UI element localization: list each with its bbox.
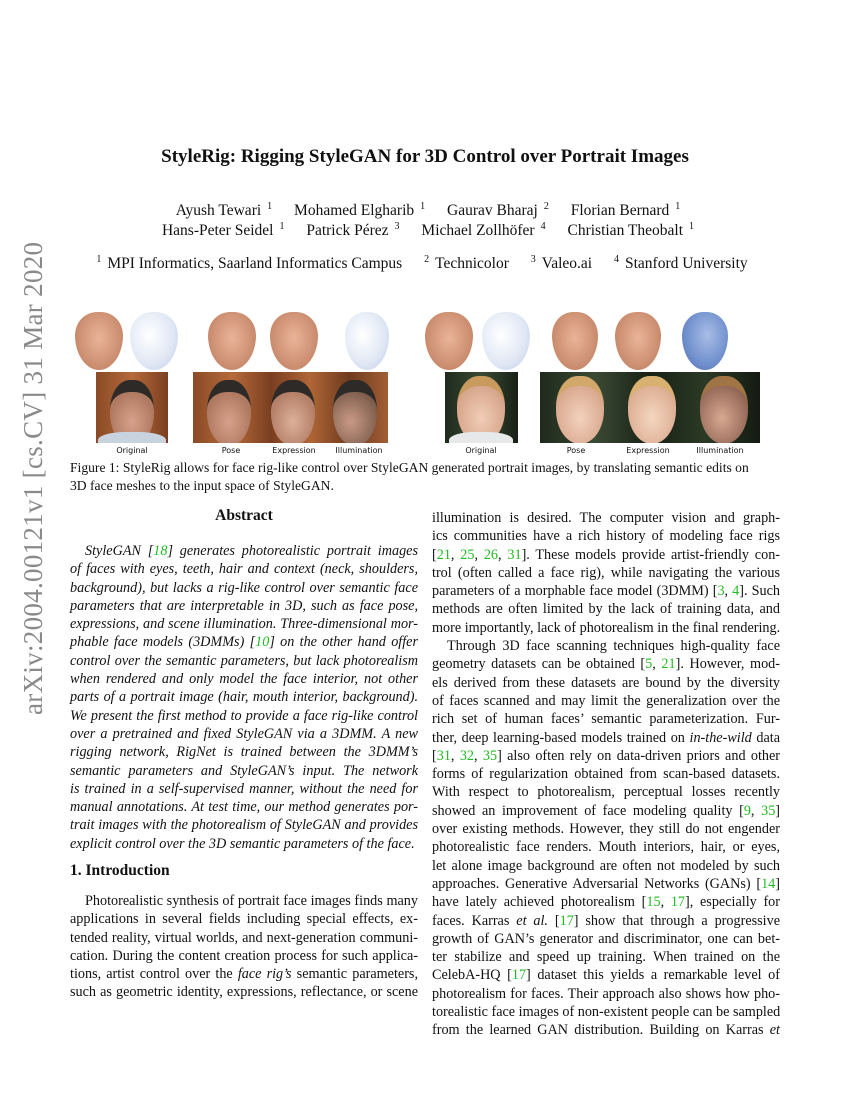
text-line: els derived from these datasets are bound by the diversity [432, 674, 780, 691]
text-line: have lately achieved photorealism [15, 17], especially for [432, 894, 780, 911]
text-line: torealistic face images of non-existent people can be sampled [432, 1004, 781, 1021]
affiliation: $^3$ Valeo.ai [530, 254, 593, 273]
face-render-image [552, 312, 598, 370]
text-line: faces. Karras et al. [17] show that through a progressive [432, 912, 780, 929]
text-line: Through 3D face scanning techniques high-quality face [447, 638, 780, 655]
face-mesh-image [482, 312, 530, 370]
text-line: over a pretrained and fixed StyleGAN via a 3DMM. A new [70, 725, 418, 742]
paragraph [432, 509, 780, 637]
affiliation: $^2$ Technicolor [424, 254, 509, 273]
figure-label: Illumination [696, 446, 744, 455]
author: Mohamed Elgharib $^1$ [294, 201, 426, 220]
author: Patrick Pérez $^3$ [306, 221, 400, 240]
author: Ayush Tewari $^1$ [175, 201, 273, 220]
face-mesh-image [345, 312, 389, 370]
abstract-heading: Abstract [215, 507, 273, 524]
author: Gaurav Bharaj $^2$ [447, 201, 549, 220]
text-line: of faces scanned and may limit the generalization over the [432, 692, 780, 709]
figure-label: Illumination [335, 446, 383, 455]
figure-label: Expression [626, 446, 670, 455]
text-line: parameters of a morphable face model (3DMM) [3, 4]. Such [432, 583, 780, 600]
text-line: geometry datasets can be obtained [5, 21]. However, mod- [432, 656, 780, 673]
affiliation: $^4$ Stanford University [613, 254, 748, 273]
text-line: semantic parameters and StyleGAN’s input. The network [70, 762, 418, 779]
figure-label: Original [116, 446, 148, 455]
portrait-photo [96, 372, 168, 443]
introduction-body [70, 892, 418, 1002]
text-line: ics communities have a rich history of modeling face rigs [432, 528, 780, 545]
text-line: cation. During the content creation process for such applica- [70, 947, 418, 964]
text-line: approaches. Generative Adversarial Networks (GANs) [14] [432, 875, 780, 892]
text-line: StyleGAN [18] generates photorealistic portrait images [85, 543, 419, 559]
text-line: ther, deep learning-based models trained on in-the-wild data [432, 729, 780, 746]
text-line: ter stabilize and speed up training. When trained on the [432, 949, 780, 966]
portrait-photo [445, 372, 518, 443]
face-render-image [75, 312, 123, 370]
right-column [432, 509, 780, 1040]
abstract-section [70, 507, 418, 853]
text-line: forms of regularization obtained from scan-based datasets. [432, 766, 780, 783]
text-line: over existing methods. However, they still do not engender [432, 821, 780, 838]
face-render-image [615, 312, 661, 370]
text-line: control over the semantic parameters, but lack photorealism [70, 652, 418, 669]
face-mesh-image [682, 312, 728, 370]
text-line: explicit control over the 3D semantic parameters of the face. [70, 835, 415, 852]
text-line: photorealistic face renders. Mouth interiors, hair, or eyes, [432, 839, 780, 856]
authors-row-2 [0, 221, 850, 240]
portrait-photo-strip [540, 372, 760, 443]
text-line: tions, artist control over the face rig’s semantic parameters, [70, 966, 418, 983]
text-line: [31, 32, 35] also often rely on data-driven priors and other [432, 747, 781, 764]
text-line: rich set of human faces’ semantic parameterization. Fur- [432, 711, 780, 728]
text-line: methods are often limited by the lack of training data, and [432, 601, 780, 618]
text-line: trol (often called a face rig), while navigating the various [432, 564, 780, 581]
text-line: applications in several fields including special effects, ex- [70, 911, 418, 928]
face-render-image [208, 312, 256, 370]
author: Florian Bernard $^1$ [570, 201, 681, 220]
arxiv-stamp: arXiv:2004.00121v1 [cs.CV] 31 Mar 2020 [18, 241, 48, 715]
caption-line: Figure 1: StyleRig allows for face rig-like control over StyleGAN generated portrait images, by translating semantic edits on [70, 460, 749, 475]
introduction-heading: 1. Introduction [70, 862, 170, 879]
text-line: more importantly, lack of photorealism in the final rendering. [432, 619, 781, 636]
text-line: from the learned GAN distribution. Building on Karras et [432, 1022, 780, 1039]
text-line: manual annotations. At test time, our method generates por- [70, 799, 418, 816]
text-line: when rendered and only model the face interior, not other [70, 671, 418, 688]
text-line: let alone image background are often not modeled by such [432, 857, 780, 874]
text-line: background), but lacks a rig-like control over semantic face [70, 579, 418, 596]
figure-caption [70, 459, 782, 495]
text-line: expressions, and scene illumination. Three-dimensional mor- [70, 616, 418, 633]
affiliations [0, 254, 850, 273]
author: Michael Zollhöfer $^4$ [421, 221, 546, 240]
text-line: We present the first method to provide a face rig-like control [70, 707, 418, 724]
authors-row-1 [0, 201, 850, 220]
text-line: rigging network, RigNet is trained between the 3DMM’s [70, 744, 418, 761]
text-line: CelebA-HQ [17] dataset this yields a remarkable level of [432, 967, 781, 984]
face-render-image [425, 312, 473, 370]
text-line: growth of GAN’s generator and discriminator, one can bet- [432, 930, 780, 947]
text-line: phable face models (3DMMs) [10] on the other hand offer [70, 634, 418, 651]
text-line: With respect to photorealism, perceptual losses recently [432, 784, 780, 801]
author: Hans-Peter Seidel $^1$ [161, 221, 285, 240]
figure-label: Original [465, 446, 497, 455]
figure-label: Pose [221, 446, 241, 455]
figure-label: Expression [272, 446, 316, 455]
introduction-section [70, 862, 418, 1002]
face-render-image [270, 312, 318, 370]
paragraph [432, 637, 780, 1040]
text-line: is trained in a self-supervised manner, without the need for [70, 780, 418, 797]
text-line: parameters that are interpretable in 3D, such as face pose, [70, 597, 418, 614]
text-line: showed an improvement of face modeling quality [9, 35] [432, 802, 781, 819]
text-line: trait images with the photorealism of StyleGAN and provides [70, 817, 418, 834]
caption-line: 3D face meshes to the input space of StyleGAN. [70, 478, 334, 493]
text-line: tended reality, virtual worlds, and next-generation communi- [70, 929, 418, 946]
text-line: [21, 25, 26, 31]. These models provide artist-friendly con- [432, 546, 781, 563]
text-line: illumination is desired. The computer vision and graph- [432, 510, 780, 526]
text-line: photorealism for faces. Their approach also shows how pho- [432, 985, 780, 1002]
portrait-photo-strip [193, 372, 388, 443]
abstract-body [70, 542, 418, 853]
figure-label: Pose [566, 446, 586, 455]
text-line: of faces with eyes, teeth, hair and context (neck, shoulders, [70, 561, 418, 578]
affiliation: $^1$ MPI Informatics, Saarland Informatics Campus [96, 254, 403, 273]
text-line: Photorealistic synthesis of portrait face images finds many [85, 893, 418, 909]
text-line: such as geometric identity, expressions, reflectance, or scene [70, 984, 418, 1001]
paper-title: StyleRig: Rigging StyleGAN for 3D Control over Portrait Images [161, 146, 689, 167]
face-mesh-image [130, 312, 178, 370]
author: Christian Theobalt $^1$ [567, 221, 695, 240]
text-line: parts of a portrait image (hair, mouth interior, background). [70, 689, 418, 706]
